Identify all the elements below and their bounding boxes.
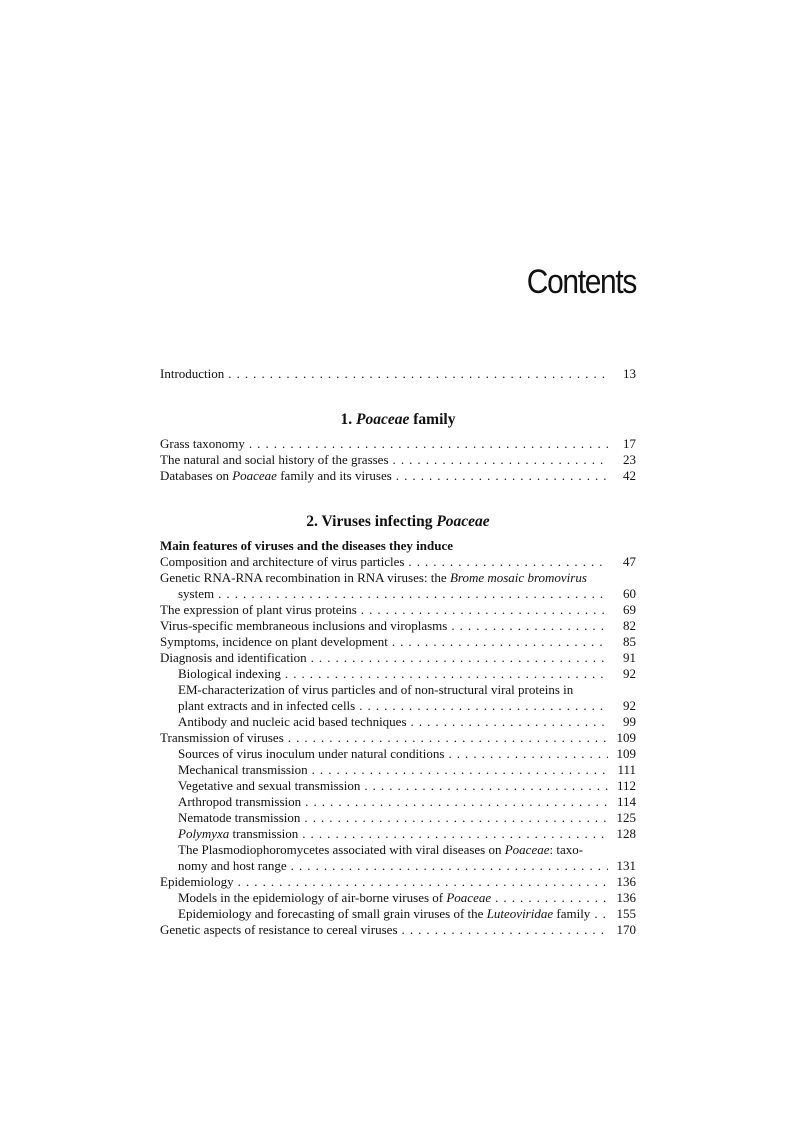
- chapter-1-entries: [160, 436, 636, 484]
- toc-subentry-multiline[interactable]: EM-characterization of virus particles and of non-structural viral proteins in: [178, 682, 574, 697]
- toc-subentry[interactable]: Epidemiology and forecasting of small grain viruses of the Luteoviridae family . . . 155: [160, 906, 636, 922]
- toc-entry[interactable]: Composition and architecture of virus particles . . . 47: [160, 554, 636, 570]
- toc-entry[interactable]: The expression of plant virus proteins . . . 69: [160, 602, 636, 618]
- toc-subentry[interactable]: Antibody and nucleic acid based techniques . . . 99: [160, 714, 636, 730]
- toc-subentry-continuation[interactable]: plant extracts and in infected cells . . . 92: [160, 698, 636, 714]
- toc-entry[interactable]: Virus-specific membraneous inclusions and viroplasms . . . 82: [160, 618, 636, 634]
- toc-entry[interactable]: Diagnosis and identification . . . 91: [160, 650, 636, 666]
- toc-subentry-continuation[interactable]: nomy and host range . . . 131: [160, 858, 636, 874]
- toc-entry-continuation[interactable]: system . . . 60: [160, 586, 636, 602]
- toc-entry[interactable]: Epidemiology . . . 136: [160, 874, 636, 890]
- toc-subentry[interactable]: Arthropod transmission . . . 114: [160, 794, 636, 810]
- toc-subentry[interactable]: Sources of virus inoculum under natural conditions . . . 109: [160, 746, 636, 762]
- chapter-2-heading: 2. Viruses infecting Poaceae: [306, 513, 490, 530]
- toc-entry[interactable]: Grass taxonomy . . . 17: [160, 436, 636, 452]
- toc-subentry[interactable]: Polymyxa transmission . . . 128: [160, 826, 636, 842]
- toc-entry-multiline[interactable]: Genetic RNA-RNA recombination in RNA viruses: the Brome mosaic bromovirus: [160, 570, 587, 585]
- chapter-2-section: [160, 512, 636, 532]
- toc-entry[interactable]: Transmission of viruses . . . 109: [160, 730, 636, 746]
- toc-entry[interactable]: Symptoms, incidence on plant development . . . 85: [160, 634, 636, 650]
- toc-entry[interactable]: Introduction . . . 13: [160, 366, 636, 382]
- toc-subentry[interactable]: Mechanical transmission . . . 111: [160, 762, 636, 778]
- toc-introduction: [160, 366, 636, 382]
- toc-entry[interactable]: The natural and social history of the grasses . . . 23: [160, 452, 636, 468]
- chapter-1-heading: 1. Poaceae family: [340, 411, 456, 428]
- chapter-1-section: [160, 410, 636, 430]
- section-subheading: Main features of viruses and the diseases they induce: [160, 538, 453, 553]
- toc-subentry[interactable]: Nematode transmission . . . 125: [160, 810, 636, 826]
- page-title: Contents: [526, 263, 636, 301]
- toc-subentry[interactable]: Vegetative and sexual transmission . . . 112: [160, 778, 636, 794]
- toc-entry[interactable]: Databases on Poaceae family and its viruses . . . 42: [160, 468, 636, 484]
- toc-entry[interactable]: Genetic aspects of resistance to cereal viruses . . . 170: [160, 922, 636, 938]
- chapter-2-entries: [160, 538, 636, 938]
- toc-subentry[interactable]: Biological indexing . . . 92: [160, 666, 636, 682]
- toc-subentry-multiline[interactable]: The Plasmodiophoromycetes associated with viral diseases on Poaceae: taxo-: [178, 842, 584, 857]
- toc-subentry[interactable]: Models in the epidemiology of air-borne viruses of Poaceae . . . 136: [160, 890, 636, 906]
